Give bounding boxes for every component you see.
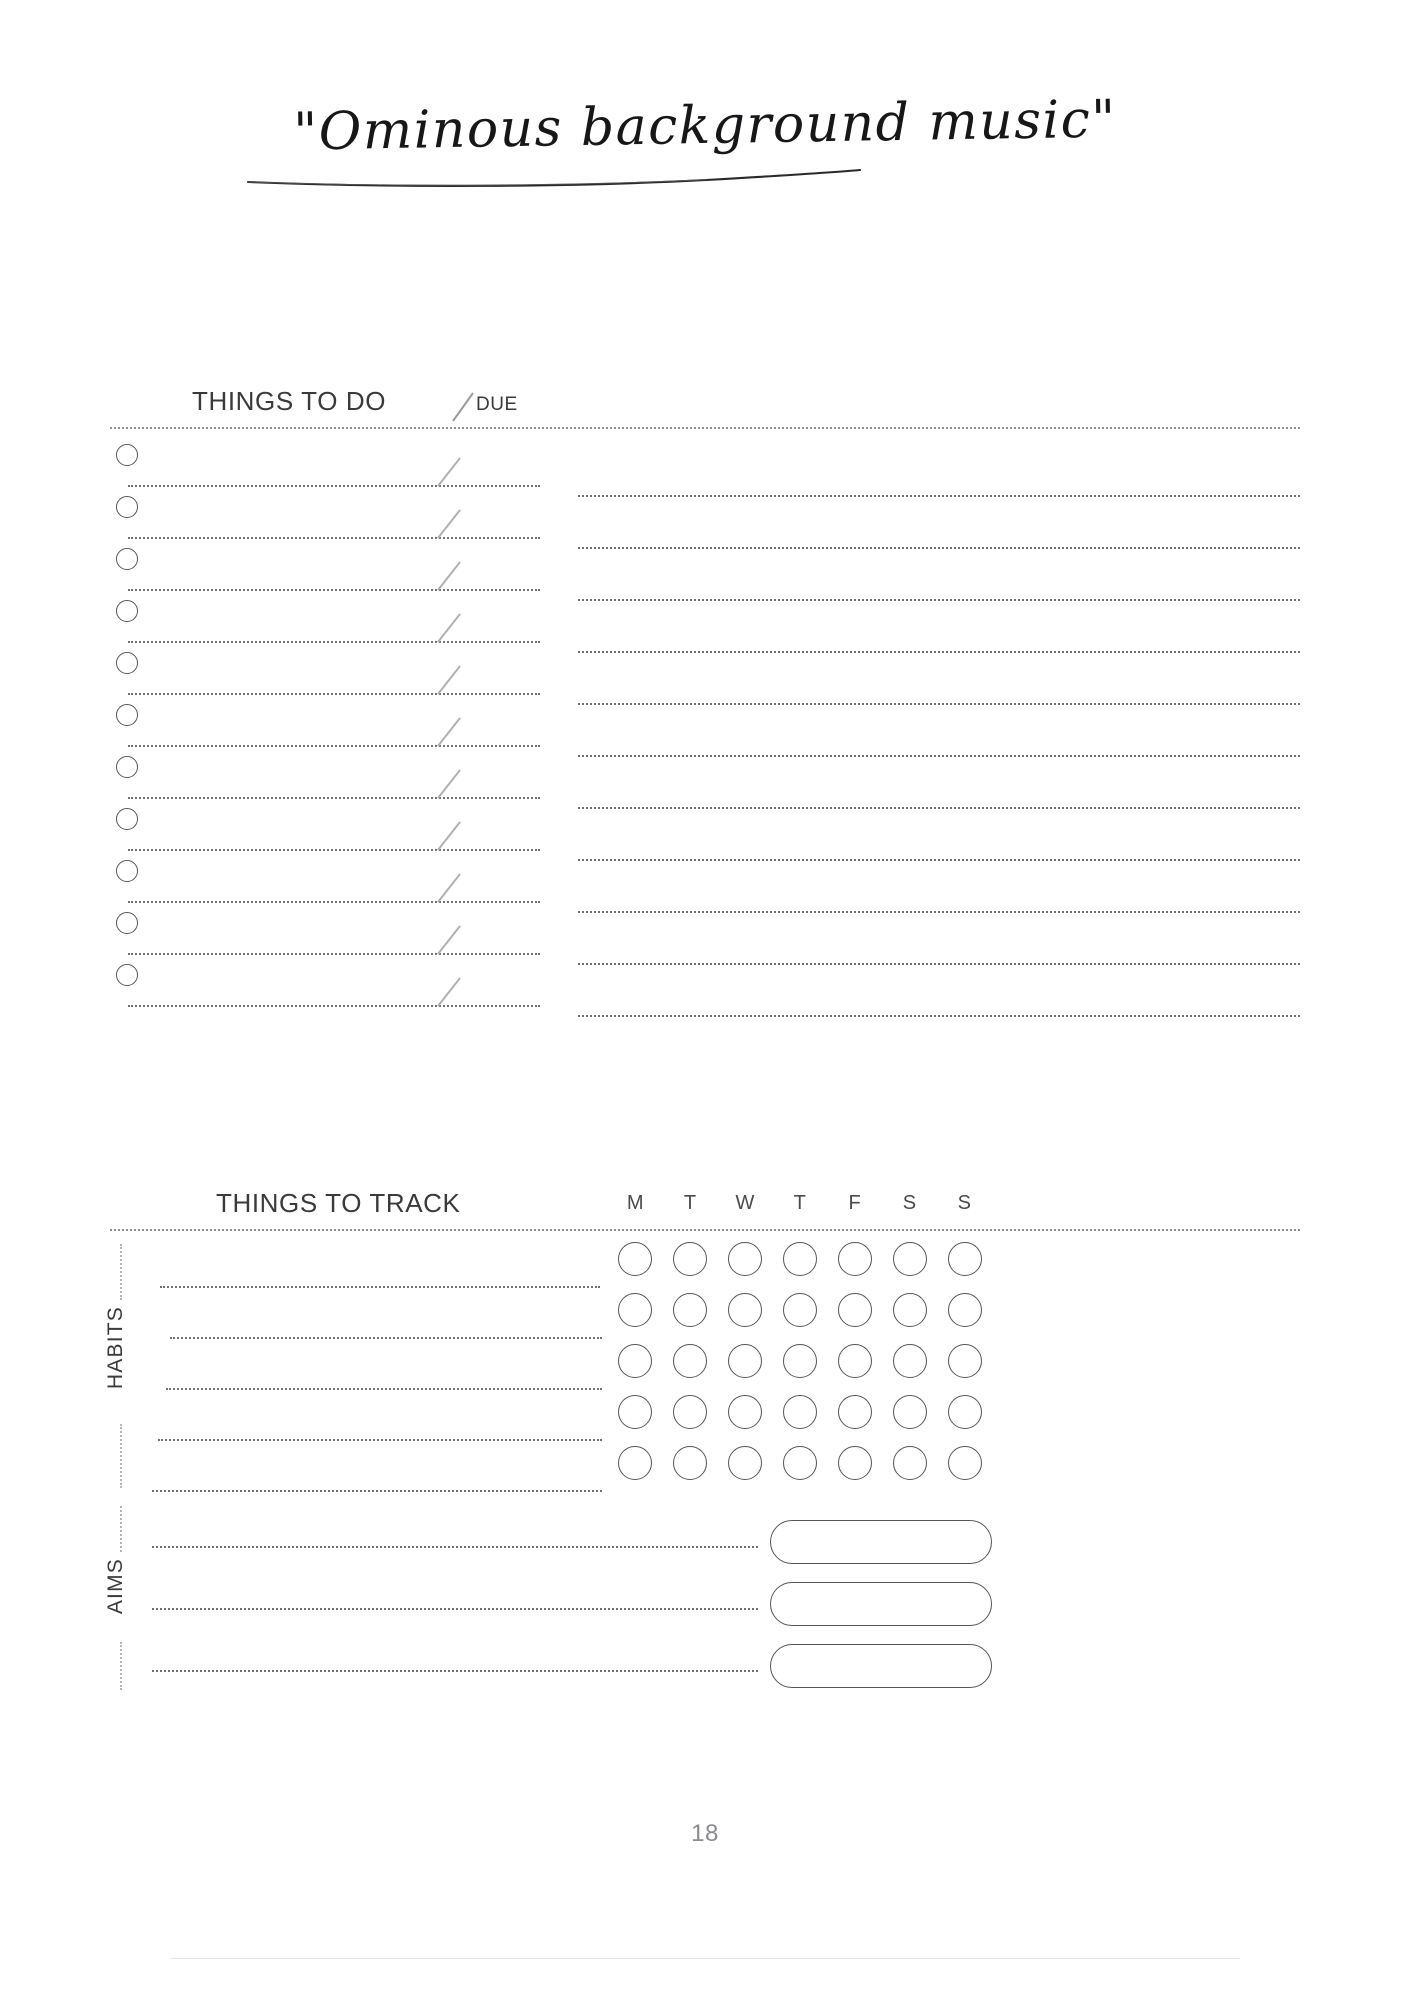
table-row[interactable] [0,648,1410,700]
todo-checkbox[interactable] [116,652,138,674]
todo-task-line[interactable] [128,953,540,955]
page-header [0,89,1410,226]
habit-circle[interactable] [673,1446,707,1480]
habit-circle[interactable] [893,1293,927,1327]
page-title: "Ominous background music" [292,89,1118,163]
habit-cell-sunday[interactable] [937,1344,992,1378]
aim-row-list [0,1504,1410,1690]
habit-circle[interactable] [728,1242,762,1276]
todo-task-line[interactable] [128,693,540,695]
habit-cell-wednesday[interactable] [718,1293,773,1327]
table-row[interactable] [0,544,1410,596]
habit-cell-saturday[interactable] [882,1344,937,1378]
habit-circle[interactable] [728,1446,762,1480]
habit-cell-thursday[interactable] [773,1344,828,1378]
due-slash-icon [437,873,461,903]
habit-circle[interactable] [893,1395,927,1429]
habit-circle[interactable] [673,1395,707,1429]
habits-label: HABITS [104,1306,127,1390]
table-row[interactable] [0,908,1410,960]
todo-task-line[interactable] [128,745,540,747]
todo-checkbox[interactable] [116,600,138,622]
things-to-do-header [0,386,1410,432]
due-slash-icon [437,769,461,799]
habit-cell-monday[interactable] [608,1344,663,1378]
table-row[interactable] [0,856,1410,908]
page-number: 18 [691,1820,719,1847]
habit-circle[interactable] [893,1242,927,1276]
list-item[interactable] [0,1566,1410,1628]
weekday-label-saturday: S [902,1192,917,1214]
habit-week-cells [608,1395,992,1429]
todo-task-line[interactable] [128,485,540,487]
habit-circle[interactable] [948,1242,982,1276]
list-item[interactable] [0,1444,1410,1495]
due-slash-icon [437,561,461,591]
todo-checkbox[interactable] [116,912,138,934]
habit-cell-friday[interactable] [827,1395,882,1429]
habit-circle[interactable] [838,1242,872,1276]
due-slash-icon [452,392,474,422]
list-item[interactable] [0,1393,1410,1444]
habit-name-line[interactable] [158,1439,602,1441]
habit-circle[interactable] [728,1395,762,1429]
habit-circle[interactable] [728,1293,762,1327]
habit-circle[interactable] [838,1446,872,1480]
habit-name-line[interactable] [166,1388,602,1390]
habit-cell-sunday[interactable] [937,1446,992,1480]
things-to-do-label: THINGS TO DO [192,386,387,416]
weekday-header-row [608,1192,992,1215]
aim-text-line[interactable] [152,1546,758,1548]
habit-cell-monday[interactable] [608,1242,663,1276]
weekday-label-wednesday: W [735,1192,755,1214]
todo-checkbox[interactable] [116,496,138,518]
due-slash-icon [437,509,461,539]
things-to-track-section [0,1188,1410,1615]
table-row[interactable] [0,752,1410,804]
habit-circle[interactable] [948,1395,982,1429]
todo-row-list [0,440,1410,1012]
habit-cell-saturday[interactable] [882,1242,937,1276]
todo-task-line[interactable] [128,589,540,591]
habit-cell-friday[interactable] [827,1446,882,1480]
list-item[interactable] [0,1291,1410,1342]
habit-circle[interactable] [948,1293,982,1327]
weekday-label-sunday: S [957,1192,972,1214]
habit-cell-wednesday[interactable] [718,1242,773,1276]
habit-circle[interactable] [673,1242,707,1276]
habit-circle[interactable] [783,1242,817,1276]
aim-progress-box[interactable] [770,1582,992,1626]
aim-progress-box[interactable] [770,1644,992,1688]
habit-cell-tuesday[interactable] [663,1395,718,1429]
title-underline-flourish [246,168,862,190]
habit-cell-saturday[interactable] [882,1446,937,1480]
habit-circle[interactable] [618,1344,652,1378]
habit-cell-wednesday[interactable] [718,1395,773,1429]
habit-circle[interactable] [893,1344,927,1378]
habit-circle[interactable] [893,1446,927,1480]
habit-cell-tuesday[interactable] [663,1344,718,1378]
habit-circle[interactable] [838,1344,872,1378]
aim-text-line[interactable] [152,1608,758,1610]
habit-circle[interactable] [783,1395,817,1429]
things-to-track-header [0,1188,1410,1234]
due-slash-icon [437,613,461,643]
todo-checkbox[interactable] [116,964,138,986]
habit-circle[interactable] [948,1344,982,1378]
habit-cell-thursday[interactable] [773,1242,828,1276]
todo-task-line[interactable] [128,797,540,799]
list-item[interactable] [0,1628,1410,1690]
habit-cell-thursday[interactable] [773,1446,828,1480]
todo-notes-line[interactable] [578,1015,1300,1017]
habit-cell-friday[interactable] [827,1344,882,1378]
table-row[interactable] [0,596,1410,648]
due-slash-icon [437,457,461,487]
due-slash-icon [437,665,461,695]
habit-name-line[interactable] [160,1286,600,1288]
habit-week-cells [608,1242,992,1276]
weekday-label-tuesday: T [683,1192,697,1214]
habit-week-cells [608,1446,992,1480]
table-row[interactable] [0,700,1410,752]
habit-cell-sunday[interactable] [937,1242,992,1276]
things-to-do-divider [110,427,1300,429]
habit-cell-friday[interactable] [827,1242,882,1276]
habit-circle[interactable] [838,1293,872,1327]
habit-cell-tuesday[interactable] [663,1242,718,1276]
aim-text-line[interactable] [152,1670,758,1672]
weekday-label-monday: M [626,1192,645,1214]
todo-checkbox[interactable] [116,808,138,830]
habit-cell-wednesday[interactable] [718,1344,773,1378]
habit-circle[interactable] [783,1344,817,1378]
list-item[interactable] [0,1342,1410,1393]
things-to-track-label: THINGS TO TRACK [216,1188,461,1218]
todo-checkbox[interactable] [116,860,138,882]
page-bottom-edge [170,1958,1240,1959]
habit-cell-saturday[interactable] [882,1293,937,1327]
todo-task-line[interactable] [128,1005,540,1007]
habit-circle[interactable] [783,1293,817,1327]
todo-checkbox[interactable] [116,704,138,726]
habit-circle[interactable] [783,1446,817,1480]
habit-week-cells [608,1293,992,1327]
habit-cell-monday[interactable] [608,1446,663,1480]
habit-circle[interactable] [673,1293,707,1327]
habit-cell-saturday[interactable] [882,1395,937,1429]
aims-block [0,1504,1410,1694]
due-slash-icon [437,717,461,747]
table-row[interactable] [0,492,1410,544]
habits-block [0,1240,1410,1496]
list-item[interactable] [0,1504,1410,1566]
due-label: DUE [476,394,518,415]
todo-checkbox[interactable] [116,548,138,570]
aim-progress-box[interactable] [770,1520,992,1564]
habit-name-line[interactable] [170,1337,602,1339]
habit-cell-monday[interactable] [608,1395,663,1429]
due-slash-icon [437,925,461,955]
list-item[interactable] [0,1240,1410,1291]
habit-cell-thursday[interactable] [773,1395,828,1429]
habit-cell-friday[interactable] [827,1293,882,1327]
habit-cell-sunday[interactable] [937,1395,992,1429]
habit-cell-tuesday[interactable] [663,1293,718,1327]
table-row[interactable] [0,960,1410,1012]
todo-task-line[interactable] [128,849,540,851]
things-to-track-divider [110,1229,1300,1231]
todo-checkbox[interactable] [116,444,138,466]
habit-week-cells [608,1344,992,1378]
weekday-label-friday: F [848,1192,862,1214]
habit-circle[interactable] [728,1344,762,1378]
habit-circle[interactable] [673,1344,707,1378]
table-row[interactable] [0,804,1410,856]
habit-circle[interactable] [618,1446,652,1480]
due-slash-icon [437,977,461,1007]
table-row[interactable] [0,440,1410,492]
todo-task-line[interactable] [128,901,540,903]
habit-circle[interactable] [618,1395,652,1429]
weekday-label-thursday: T [793,1192,807,1214]
todo-task-line[interactable] [128,537,540,539]
habit-cell-wednesday[interactable] [718,1446,773,1480]
aims-label: AIMS [104,1558,127,1615]
todo-task-line[interactable] [128,641,540,643]
habit-circle[interactable] [948,1446,982,1480]
habit-name-line[interactable] [152,1490,602,1492]
todo-checkbox[interactable] [116,756,138,778]
habit-cell-monday[interactable] [608,1293,663,1327]
habit-cell-thursday[interactable] [773,1293,828,1327]
due-slash-icon [437,821,461,851]
habit-circle[interactable] [618,1293,652,1327]
habit-cell-tuesday[interactable] [663,1446,718,1480]
habit-row-list [0,1240,1410,1495]
habit-circle[interactable] [838,1395,872,1429]
habit-cell-sunday[interactable] [937,1293,992,1327]
habit-circle[interactable] [618,1242,652,1276]
things-to-do-section [0,386,1410,1012]
